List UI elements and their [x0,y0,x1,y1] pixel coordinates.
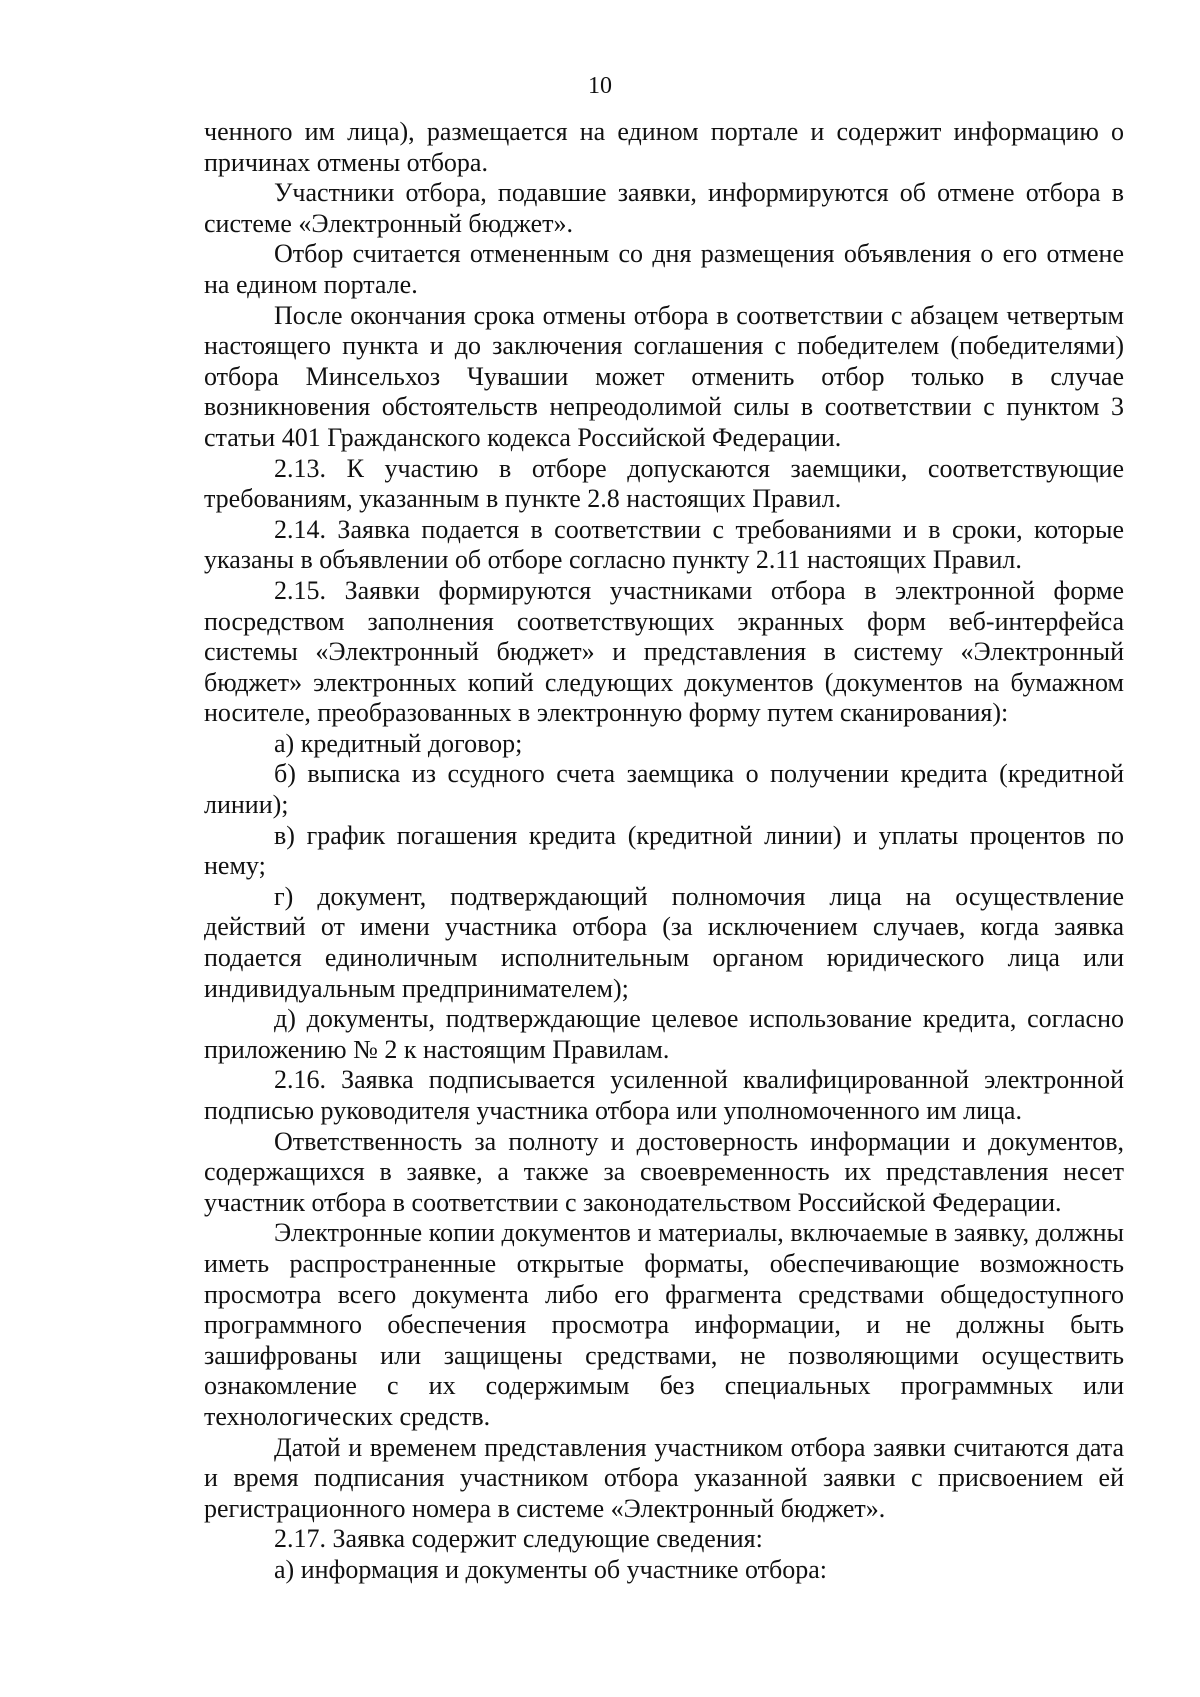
list-item: а) информация и документы об участнике отбора: [274,1554,827,1584]
paragraph: Отбор считается отмененным со дня размещения объявления о его отмене на едином портале. [204,239,1124,299]
list-item: в) график погашения кредита (кредитной линии) и уплаты процентов по нему; [204,820,1124,881]
paragraph: 2.15. Заявки формируются участниками отбора в электронной форме посредством заполнения соответствующих экранных форм веб-интерфейса системы «Электронный бюджет» и представления в систему «Электронный бюджет» электронных копий следующих документов (документов на бумажном носителе, преобразованных в электронную форму путем сканирования): [204,575,1124,728]
list-item: а) кредитный договор; [274,728,523,758]
paragraph: Ответственность за полноту и достоверность информации и документов, содержащихся в заявке, а также за своевременность их представления несет участник отбора в соответствии с законодательством Российской Федерации. [204,1126,1124,1217]
list-item: г) документ, подтверждающий полномочия лица на осуществление действий от имени участника отбора (за исключением случаев, когда заявка подается единоличным исполнительным органом юридического лица или индивидуальным предпринимателем); [204,881,1124,1003]
paragraph: После окончания срока отмены отбора в соответствии с абзацем четвертым настоящего пункта и до заключения соглашения с победителем (победителями) отбора Минсельхоз Чувашии может отменить отбор только в случае возникновения обстоятельств непреодолимой силы в соответствии с пунктом 3 статьи 401 Гражданского кодекса Российской Федерации. [204,300,1124,452]
paragraph: 2.13. К участию в отборе допускаются заемщики, соответствующие требованиям, указанным в пункте 2.8 настоящих Правил. [204,453,1124,514]
paragraph: 2.14. Заявка подается в соответствии с требованиями и в сроки, которые указаны в объявлении об отборе согласно пункту 2.11 настоящих Правил. [204,514,1124,575]
page-number: 10 [588,73,612,99]
list-item: д) документы, подтверждающие целевое использование кредита, согласно приложению № 2 к настоящим Правилам. [204,1004,1124,1064]
list-item: б) выписка из ссудного счета заемщика о получении кредита (кредитной линии); [204,759,1124,820]
paragraph: ченного им лица), размещается на едином портале и содержит информацию о причинах отмены отбора. [204,117,1124,177]
paragraph: 2.17. Заявка содержит следующие сведения: [274,1524,763,1554]
paragraph: Датой и временем представления участником отбора заявки считаются дата и время подписания участником отбора указанной заявки с присвоением ей регистрационного номера в системе «Электронный бюджет». [204,1432,1124,1523]
paragraph: 2.16. Заявка подписывается усиленной квалифицированной электронной подписью руководителя участника отбора или уполномоченного им лица. [204,1065,1124,1125]
paragraph: Участники отбора, подавшие заявки, информируются об отмене отбора в системе «Электронный бюджет». [204,178,1124,238]
paragraph: Электронные копии документов и материалы, включаемые в заявку, должны иметь распространенные открытые форматы, обеспечивающие возможность просмотра всего документа либо его фрагмента средствами общедоступного программного обеспечения просмотра информации, и не должны быть зашифрованы или защищены средствами, не позволяющими осуществить ознакомление с их содержимым без специальных программных или технологических средств. [204,1218,1124,1431]
document-body [204,117,1124,1586]
